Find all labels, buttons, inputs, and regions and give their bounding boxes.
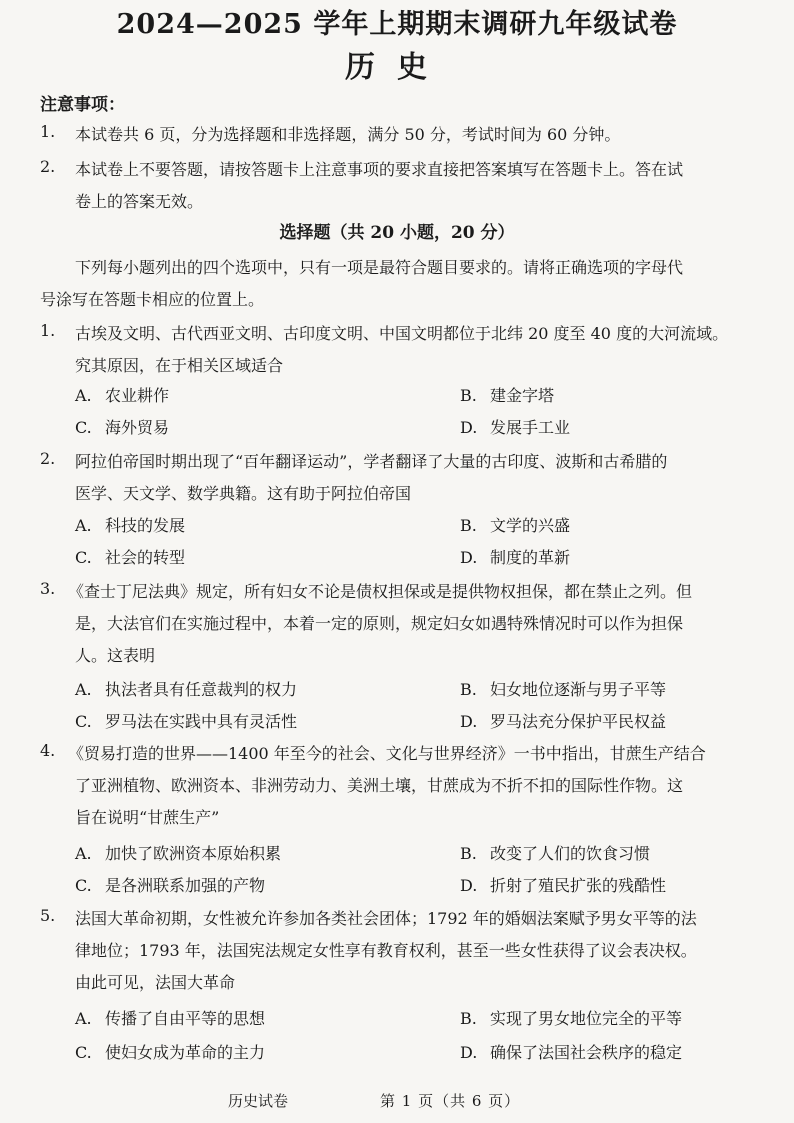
option-a: A. 执法者具有任意裁判的权力 xyxy=(75,680,298,699)
page-number: 第 1 页（共 6 页） xyxy=(380,1092,521,1110)
notice-item-number: 2. xyxy=(40,157,56,176)
option-d: D. 折射了殖民扩张的残酷性 xyxy=(460,876,667,895)
question-number: 4. xyxy=(40,741,56,760)
question-number: 5. xyxy=(40,906,56,925)
question-stem: 《查士丁尼法典》规定，所有妇女不论是债权担保或是提供物权担保，都在禁止之列。但 xyxy=(68,582,693,601)
option-a: A. 科技的发展 xyxy=(75,516,186,535)
question-number: 3. xyxy=(40,579,56,598)
section-instruction: 号涂写在答题卡相应的位置上。 xyxy=(40,290,265,309)
question-stem: 古埃及文明、古代西亚文明、古印度文明、中国文明都位于北纬 20 度至 40 度的大河流域。 xyxy=(75,324,729,343)
option-b: B. 建金字塔 xyxy=(460,386,555,405)
notice-item-text: 本试卷上不要答题，请按答题卡上注意事项的要求直接把答案填写在答题卡上。答在试 xyxy=(75,160,684,179)
question-stem: 是，大法官们在实施过程中，本着一定的原则，规定妇女如遇特殊情况时可以作为担保 xyxy=(75,614,684,633)
question-stem: 由此可见，法国大革命 xyxy=(75,973,236,992)
notice-item-text: 卷上的答案无效。 xyxy=(75,192,204,211)
option-d: D. 制度的革新 xyxy=(460,548,571,567)
question-stem: 《贸易打造的世界——1400 年至今的社会、文化与世界经济》一书中指出，甘蔗生产结合 xyxy=(68,744,706,763)
option-b: B. 妇女地位逐渐与男子平等 xyxy=(460,680,667,699)
option-d: D. 确保了法国社会秩序的稳定 xyxy=(460,1043,683,1062)
option-a: A. 加快了欧洲资本原始积累 xyxy=(75,844,282,863)
option-b: B. 改变了人们的饮食习惯 xyxy=(460,844,651,863)
question-stem: 阿拉伯帝国时期出现了“百年翻译运动”，学者翻译了大量的古印度、波斯和古希腊的 xyxy=(75,452,668,471)
option-b: B. 实现了男女地位完全的平等 xyxy=(460,1009,683,1028)
exam-title: 2024—2025 学年上期期末调研九年级试卷 xyxy=(116,9,678,40)
option-c: C. 是各洲联系加强的产物 xyxy=(75,876,266,895)
question-number: 1. xyxy=(40,321,56,340)
question-stem: 法国大革命初期，女性被允许参加各类社会团体；1792 年的婚姻法案赋予男女平等的法 xyxy=(75,909,697,928)
option-a: A. 传播了自由平等的思想 xyxy=(75,1009,266,1028)
exam-subject: 历史 xyxy=(345,50,449,85)
option-a: A. 农业耕作 xyxy=(75,386,170,405)
option-d: D. 罗马法充分保护平民权益 xyxy=(460,712,667,731)
section-instruction: 下列每小题列出的四个选项中，只有一项是最符合题目要求的。请将正确选项的字母代 xyxy=(75,258,684,277)
notice-item-number: 1. xyxy=(40,122,56,141)
question-stem: 究其原因，在于相关区域适合 xyxy=(75,356,284,375)
notice-heading: 注意事项： xyxy=(40,95,125,115)
question-stem: 律地位；1793 年，法国宪法规定女性享有教育权利，甚至一些女性获得了议会表决权。 xyxy=(75,941,697,960)
option-c: C. 使妇女成为革命的主力 xyxy=(75,1043,266,1062)
question-stem: 医学、天文学、数学典籍。这有助于阿拉伯帝国 xyxy=(75,484,412,503)
footer-subject: 历史试卷 xyxy=(228,1092,289,1110)
option-c: C. 社会的转型 xyxy=(75,548,186,567)
option-c: C. 海外贸易 xyxy=(75,418,170,437)
option-c: C. 罗马法在实践中具有灵活性 xyxy=(75,712,298,731)
question-stem: 旨在说明“甘蔗生产” xyxy=(75,808,220,827)
option-b: B. 文学的兴盛 xyxy=(460,516,571,535)
notice-item-text: 本试卷共 6 页，分为选择题和非选择题，满分 50 分，考试时间为 60 分钟。 xyxy=(75,125,621,144)
page-footer xyxy=(0,1090,794,1114)
question-stem: 人。这表明 xyxy=(75,646,156,665)
question-number: 2. xyxy=(40,449,56,468)
option-d: D. 发展手工业 xyxy=(460,418,571,437)
question-stem: 了亚洲植物、欧洲资本、非洲劳动力、美洲土壤，甘蔗成为不折不扣的国际性作物。这 xyxy=(75,776,684,795)
section-title: 选择题（共 20 小题，20 分） xyxy=(279,223,515,243)
